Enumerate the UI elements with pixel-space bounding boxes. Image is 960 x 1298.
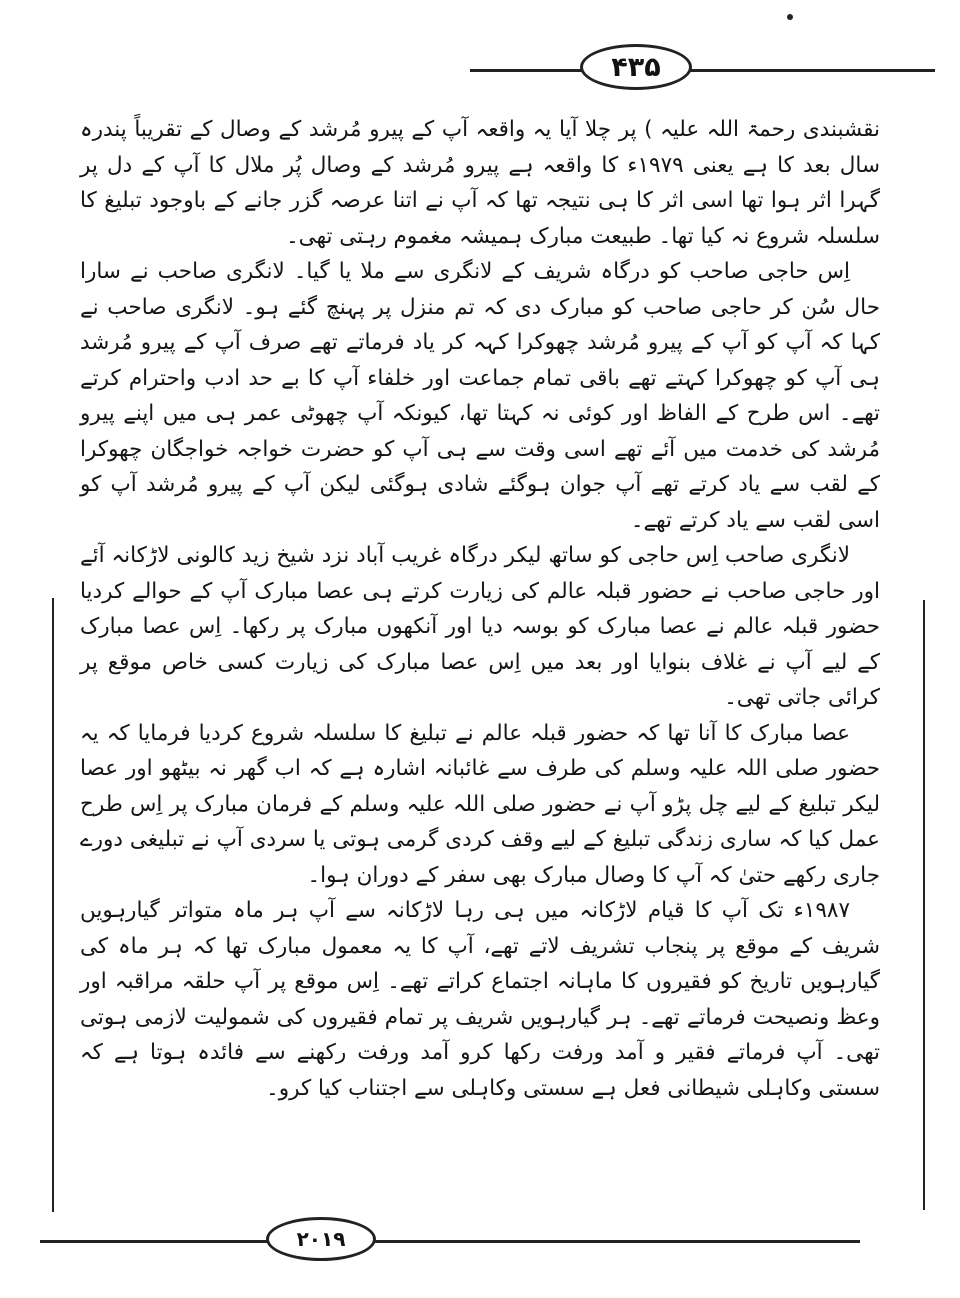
body-text — [80, 112, 880, 1106]
page-number: ۴۳۵ — [611, 51, 661, 83]
paragraph: نقشبندی رحمۃ اللہ علیہ ) پر چلا آیا یہ واقعہ آپ کے پیرو مُرشد کے وصال کے تقریباً پندرہ سال بعد کا ہے یعنی ۱۹۷۹ء کا واقعہ ہے پیرو مُرشد کے وصال پُر ملال کا آپ کے دل پر گہرا اثر ہوا تھا اسی اثر کا ہی نتیجہ تھا کہ آپ نے اتنا عرصہ گزر جانے کے باوجود تبلیغ کا سلسلہ شروع نہ کیا تھا۔ طبیعت مبارک ہمیشہ مغموم رہتی تھی۔ — [80, 117, 880, 249]
ink-dot — [787, 14, 793, 20]
header-rule — [470, 69, 935, 72]
left-margin-rule — [52, 598, 54, 1212]
paragraph: لانگری صاحب اِس حاجی کو ساتھ لیکر درگاہ غریب آباد نزد شیخ زید کالونی لاڑکانہ آئے اور حاجی صاحب نے حضور قبلہ عالم کی زیارت کرتے ہی عصا مبارک آپ کے حوالے کردیا حضور قبلہ عالم نے عصا مبارک کو بوسہ دیا اور آنکھوں مبارک پر رکھا۔ اِس عصا مبارک کے لیے آپ نے غلاف بنوایا اور بعد میں اِس عصا مبارک کی زیارت کسی خاص موقع پر کرائی جاتی تھی۔ — [80, 543, 880, 710]
footer-number: ۲۰۱۹ — [296, 1227, 346, 1251]
footer-rule — [40, 1240, 860, 1243]
paragraph: عصا مبارک کا آنا تھا کہ حضور قبلہ عالم نے تبلیغ کا سلسلہ شروع کردیا فرمایا کہ یہ حضور صلی اللہ علیہ وسلم کی طرف سے غائبانہ اشارہ ہے کہ اب گھر نہ بیٹھو اور عصا لیکر تبلیغ کے لیے چل پڑو آپ نے حضور صلی اللہ علیہ وسلم کے فرمان مبارک پر اِس طرح عمل کیا کہ ساری زندگی تبلیغ کے لیے وقف کردی گرمی ہوتی یا سردی آپ نے تبلیغی دورے جاری رکھے حتیٰ کہ آپ کا وصال مبارک بھی سفر کے دوران ہوا۔ — [80, 720, 880, 888]
right-margin-rule — [923, 600, 925, 1210]
paragraph: ۱۹۸۷ء تک آپ کا قیام لاڑکانہ میں ہی رہا لاڑکانہ سے آپ ہر ماہ متواتر گیارہویں شریف کے موقع پر پنجاب تشریف لاتے تھے، آپ کا یہ معمول مبارک تھا کہ ہر ماہ کی گیارہویں تاریخ کو فقیروں کا ماہانہ اجتماع کراتے تھے۔ اِس موقع پر آپ حلقہ مراقبہ اور وعظ ونصیحت فرماتے تھے۔ ہر گیارہویں شریف پر تمام فقیروں کی شمولیت لازمی ہوتی تھی۔ آپ فرماتے فقیر و آمد ورفت رکھا کرو آمد ورفت رکھنے سے فائدہ ہوتا ہے کہ سستی وکاہلی شیطانی فعل ہے سستی وکاہلی سے اجتناب کیا کرو۔ — [80, 898, 880, 1101]
paragraph: اِس حاجی صاحب کو درگاہ شریف کے لانگری سے ملا یا گیا۔ لانگری صاحب نے سارا حال سُن کر حاجی صاحب کو مبارک دی کہ تم منزل پر پہنچ گئے ہو۔ لانگری صاحب نے کہا کہ آپ کو آپ کے پیرو مُرشد چھوکرا کہہ کر یاد فرماتے تھے صرف آپ کے پیرو مُرشد ہی آپ کو چھوکرا کہتے تھے باقی تمام جماعت اور خلفاء آپ کا بے حد ادب واحترام کرتے تھے۔ اس طرح کے الفاظ اور کوئی نہ کہتا تھا، کیونکہ آپ چھوٹی عمر ہی میں اپنے پیرو مُرشد کی خدمت میں آئے تھے اسی وقت سے ہی آپ کو حضرت خواجہ خواجگان چھوکرا کے لقب سے یاد کرتے تھے آپ جوان ہوگئے شادی ہوگئی لیکن آپ کے پیرو مُرشد آپ کو اسی لقب سے یاد کرتے تھے۔ — [80, 259, 880, 533]
footer-number-oval — [266, 1217, 376, 1261]
page-number-oval — [580, 44, 692, 90]
